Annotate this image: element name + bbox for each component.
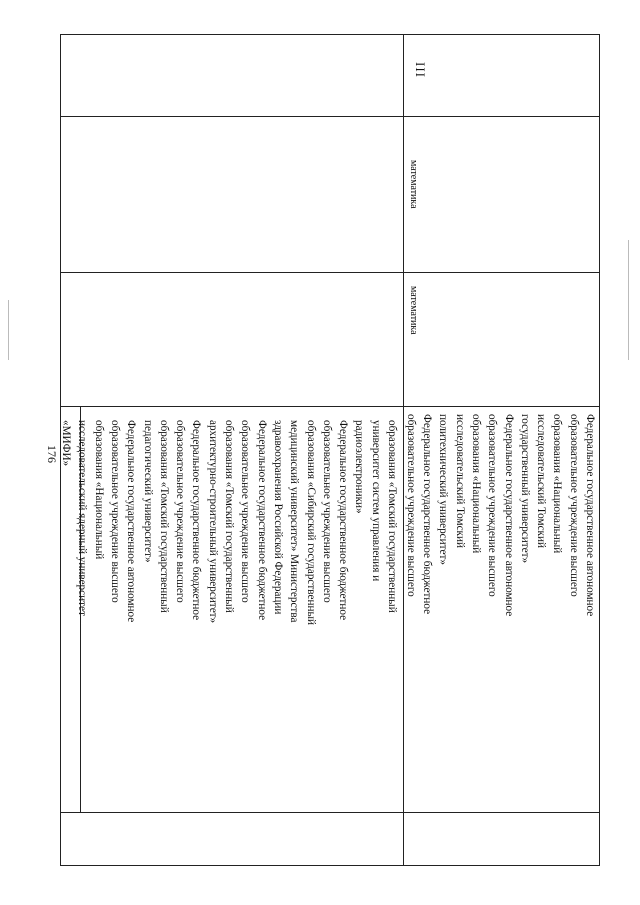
org-line: архитектурно-строительный университет» bbox=[206, 420, 219, 624]
row-b-subject-1 bbox=[406, 286, 420, 396]
org-line: образовательное учреждение высшего bbox=[567, 414, 580, 597]
org-line: Федеральное государственное автономное bbox=[125, 420, 138, 623]
org-line: университет систем управления и bbox=[369, 420, 382, 582]
org-line: Федеральное государственное бюджетное bbox=[190, 420, 203, 621]
org-line: исследовательский Томский bbox=[453, 414, 466, 548]
org-line: образовательное учреждение высшего bbox=[108, 420, 121, 603]
org-line: радиоэлектроники» bbox=[353, 420, 366, 514]
org-line: образовательное учреждение высшего bbox=[239, 420, 252, 603]
column-divider-level bbox=[60, 116, 600, 117]
org-line: образовательное учреждение высшего bbox=[174, 420, 187, 603]
row-b-level bbox=[412, 62, 428, 102]
org-line: образовательное учреждение высшего bbox=[404, 414, 417, 597]
subject-2-text: математика bbox=[408, 160, 419, 209]
scan-edge-mark bbox=[8, 300, 9, 360]
org-line: образования «Сибирский государственный bbox=[304, 420, 317, 625]
org-line: образования «Томский государственный bbox=[223, 420, 236, 613]
org-line: здравоохранения Российской Федерации bbox=[271, 420, 284, 615]
row-a-organizations bbox=[58, 420, 400, 814]
org-line: образовательное учреждение высшего bbox=[320, 420, 333, 603]
org-line: Федеральное государственное автономное bbox=[584, 414, 596, 617]
org-line: образования «Национальный bbox=[551, 414, 564, 554]
org-line: политехнический университет» bbox=[437, 414, 450, 565]
org-line: медицинский университет» Министерства bbox=[288, 420, 301, 623]
page-number: 176 bbox=[45, 445, 59, 463]
org-line: Федеральное государственное автономное bbox=[502, 414, 515, 617]
org-line: Федеральное государственное бюджетное bbox=[421, 414, 434, 615]
level-text: III bbox=[413, 62, 428, 78]
org-line: образования «Национальный bbox=[92, 420, 105, 560]
org-line: образовательное учреждение высшего bbox=[486, 414, 499, 597]
row-b-subject-2 bbox=[406, 160, 420, 260]
column-divider-subject-1 bbox=[60, 406, 600, 407]
org-line: педагогический университет» bbox=[141, 420, 154, 563]
org-line: Федеральное государственное бюджетное bbox=[255, 420, 268, 621]
scan-edge-mark bbox=[628, 240, 629, 360]
org-line: государственный университет» bbox=[518, 414, 531, 564]
org-line: образования «Национальный bbox=[469, 414, 482, 554]
org-line: Федеральное государственное бюджетное bbox=[337, 420, 350, 621]
subject-1-text: математика bbox=[408, 286, 419, 335]
column-divider-subject-2 bbox=[60, 272, 600, 273]
org-line: исследовательский Томский bbox=[535, 414, 548, 548]
org-line: образования «Томский государственный bbox=[386, 420, 398, 613]
org-line: исследовательский ядерный университет bbox=[76, 420, 89, 616]
row-b-organizations bbox=[402, 414, 598, 810]
org-line: образования «Томский государственный bbox=[157, 420, 170, 613]
org-line: «МИФИ» bbox=[60, 420, 73, 467]
